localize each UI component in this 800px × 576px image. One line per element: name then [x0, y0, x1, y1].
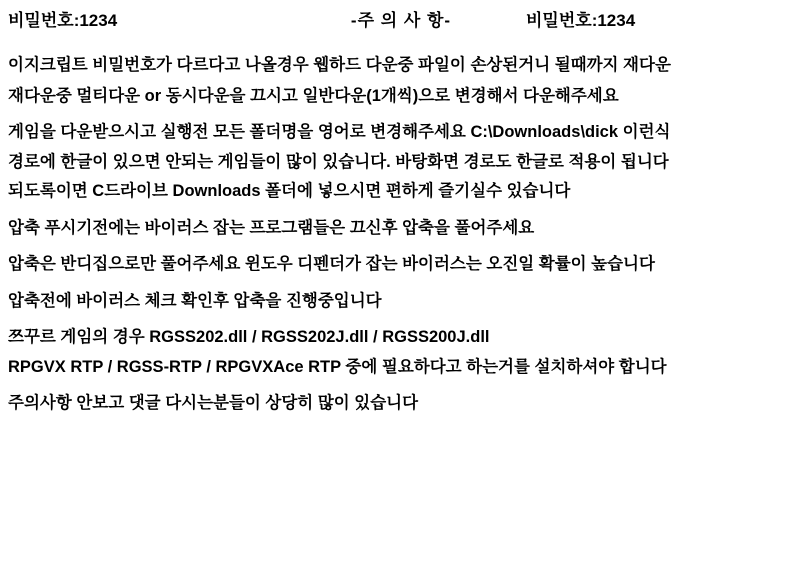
paragraph-bandizip: 압축은 반디집으로만 풀어주세요 윈도우 디펜더가 잡는 바이러스는 오진일 확률이 높습니다 — [8, 255, 655, 273]
spacer — [8, 273, 794, 293]
paragraph-folder-line-3: 되도록이면 C드라이브 Downloads 폴더에 넣으시면 편하게 즐기실수 있습니다 — [8, 182, 571, 200]
document-body — [0, 31, 800, 412]
spacer — [8, 375, 794, 395]
spacer — [8, 104, 794, 124]
paragraph-folder-line-1: 게임을 다운받으시고 실행전 모든 폴더명을 영어로 변경해주세요 C:\Downloads\dick 이런식 — [8, 123, 671, 141]
spacer — [8, 236, 794, 256]
password-label-right: 비밀번호:1234 — [526, 11, 636, 30]
spacer — [8, 31, 794, 57]
password-label-left: 비밀번호:1234 — [8, 11, 118, 30]
paragraph-viruscheck: 압축전에 바이러스 체크 확인후 압축을 진행중입니다 — [8, 291, 382, 310]
paragraph-rtp-line-1: 쯔꾸르 게임의 경우 RGSS202.dll / RGSS202J.dll / RGSS200J.dll — [8, 328, 490, 346]
paragraph-ezcrypt-line-2: 재다운중 멀티다운 or 동시다운을 끄시고 일반다운(1개씩)으로 변경해서 다운해주세요 — [8, 86, 619, 105]
spacer — [8, 309, 794, 329]
paragraph-final: 주의사항 안보고 댓글 다시는분들이 상당히 많이 있습니다 — [8, 394, 419, 412]
paragraph-rtp-line-2: RPGVX RTP / RGSS-RTP / RPGVXAce RTP 중에 필요하다고 하는거를 설치하셔야 합니다 — [8, 357, 667, 376]
paragraph-ezcrypt-line-1: 이지크립트 비밀번호가 다르다고 나올경우 웹하드 다운중 파일이 손상된거니 될때까지 재다운 — [8, 56, 671, 74]
paragraph-folder-line-2: 경로에 한글이 있으면 안되는 게임들이 많이 있습니다. 바탕화면 경로도 한글로 적용이 됩니다 — [8, 152, 669, 171]
spacer — [8, 200, 794, 220]
paragraph-antivirus: 압축 푸시기전에는 바이러스 잡는 프로그램들은 끄신후 압축을 풀어주세요 — [8, 218, 535, 237]
document-header — [0, 0, 800, 31]
document-title: -주 의 사 항- — [350, 11, 452, 30]
